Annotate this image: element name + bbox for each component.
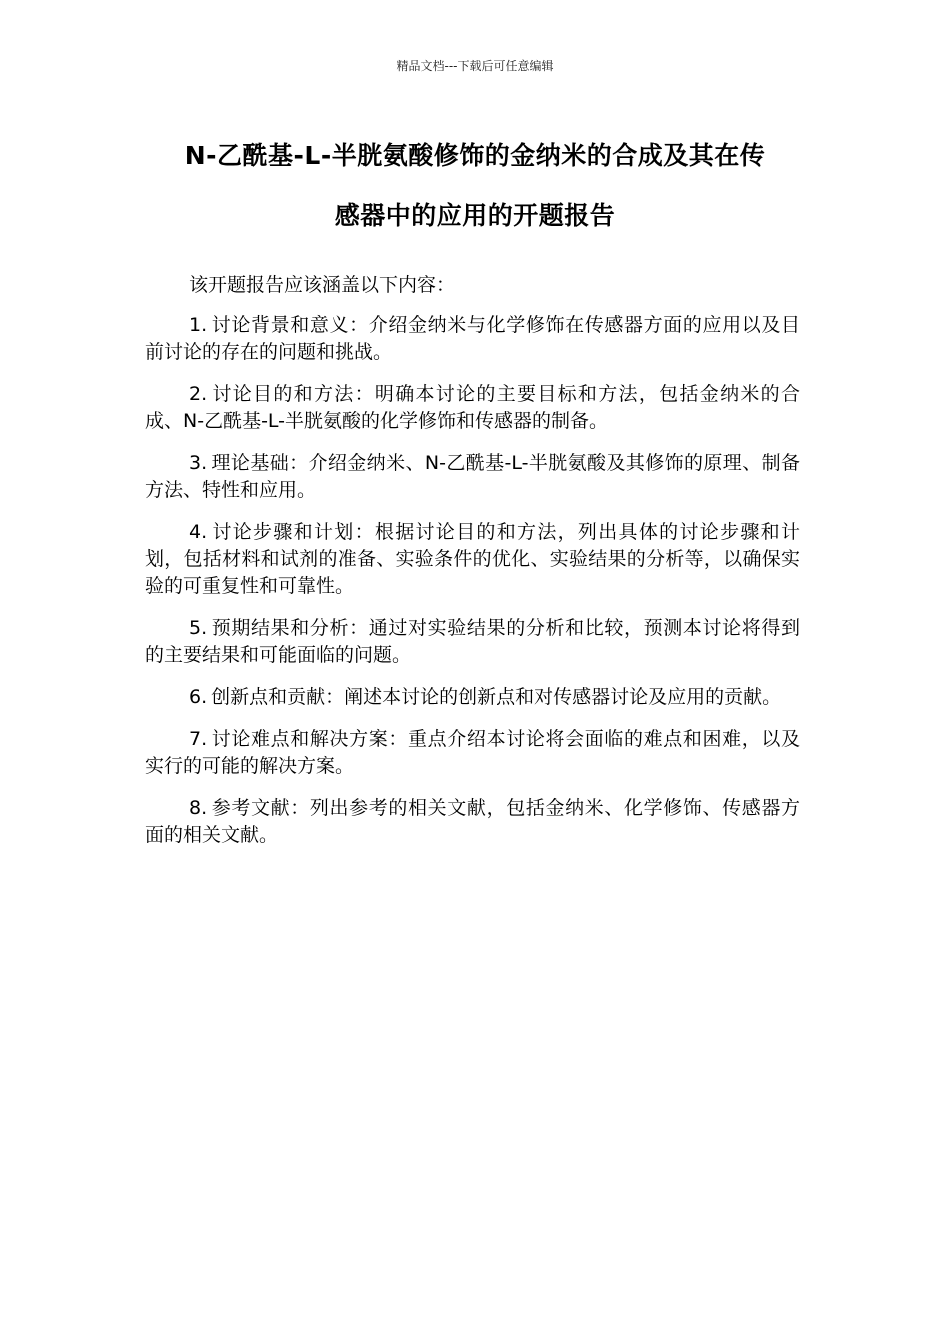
intro-paragraph: 该开题报告应该涵盖以下内容： bbox=[189, 274, 456, 296]
item-number: 6. bbox=[189, 686, 208, 708]
title-line-1: N-乙酰基-L-半胱氨酸修饰的金纳米的合成及其在传 bbox=[184, 141, 766, 170]
item-number: 5. bbox=[189, 617, 208, 639]
item-text: 讨论难点和解决方案：重点介绍本讨论将会面临的难点和困难，以及实行的可能的解决方案。 bbox=[145, 728, 800, 777]
list-item bbox=[145, 450, 800, 504]
item-text: 参考文献：列出参考的相关文献，包括金纳米、化学修饰、传感器方面的相关文献。 bbox=[145, 797, 800, 846]
item-number: 3. bbox=[189, 452, 208, 474]
list-item bbox=[145, 726, 800, 780]
list-item bbox=[145, 519, 800, 600]
item-text: 讨论目的和方法：明确本讨论的主要目标和方法，包括金纳米的合成、N-乙酰基-L-半胱氨酸的化学修饰和传感器的制备。 bbox=[145, 383, 800, 432]
item-text: 预期结果和分析：通过对实验结果的分析和比较，预测本讨论将得到的主要结果和可能面临的问题。 bbox=[145, 617, 800, 666]
list-item bbox=[145, 381, 800, 435]
item-text: 创新点和贡献：阐述本讨论的创新点和对传感器讨论及应用的贡献。 bbox=[211, 686, 782, 708]
document-body bbox=[145, 272, 800, 864]
list-item bbox=[145, 795, 800, 849]
item-text: 讨论背景和意义：介绍金纳米与化学修饰在传感器方面的应用以及目前讨论的存在的问题和挑战。 bbox=[145, 314, 800, 363]
item-number: 1. bbox=[189, 314, 208, 336]
document-title bbox=[120, 126, 830, 246]
item-number: 8. bbox=[189, 797, 208, 819]
item-number: 2. bbox=[189, 383, 208, 405]
item-number: 7. bbox=[189, 728, 208, 750]
title-line-2: 感器中的应用的开题报告 bbox=[334, 201, 616, 230]
list-item bbox=[145, 312, 800, 366]
item-text: 理论基础：介绍金纳米、N-乙酰基-L-半胱氨酸及其修饰的原理、制备方法、特性和应用。 bbox=[145, 452, 800, 501]
list-item bbox=[145, 684, 800, 711]
item-text: 讨论步骤和计划：根据讨论目的和方法，列出具体的讨论步骤和计划，包括材料和试剂的准备、实验条件的优化、实验结果的分析等，以确保实验的可重复性和可靠性。 bbox=[145, 521, 800, 597]
item-number: 4. bbox=[189, 521, 208, 543]
list-item bbox=[145, 615, 800, 669]
header-note: 精品文档---下载后可任意编辑 bbox=[396, 59, 554, 73]
